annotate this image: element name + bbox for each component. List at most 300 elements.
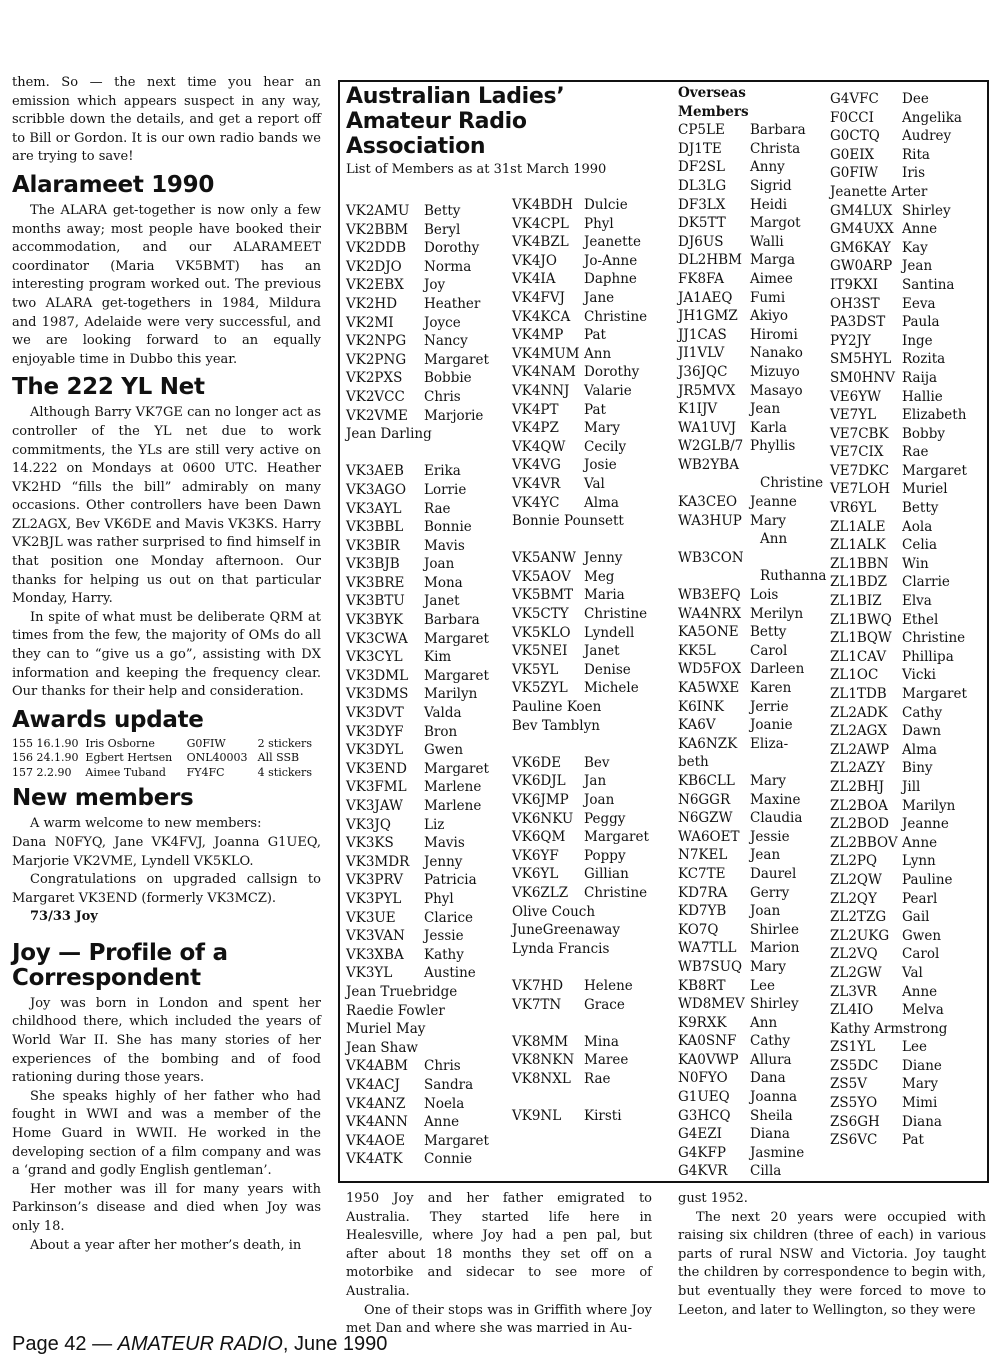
member-callsign: G3HCQ bbox=[678, 1107, 731, 1124]
member-entry bbox=[678, 289, 828, 308]
member-callsign: GM4LUX bbox=[830, 202, 893, 219]
member-name: Bev bbox=[584, 754, 610, 771]
member-entry bbox=[678, 660, 828, 679]
member-name: Inge bbox=[902, 332, 933, 349]
table-row: 157 2.2.90 Aimee Tuband FY4FC 4 stickers bbox=[12, 765, 312, 779]
member-callsign: DJ1TE bbox=[678, 140, 722, 157]
member-callsign: SM5HYL bbox=[830, 351, 892, 368]
member-entry bbox=[512, 270, 672, 289]
yl-net-paragraph-1: Although Barry VK7GE can no longer act as controller of the YL net due to work commitments, the YLs are still very active on 14.222 on Mondays at 0600 UTC. Heather VK2HD “fills the bill” admirably on many occasions. Other controllers have been Dawn ZL2AGX, Bev VK6DE and Mavis VK3KS. Harry VK2BJL was rather surprised to find himself in that position one Monday afternoon. Our thanks for helping us out on that particular Monday, Harry. bbox=[12, 405, 321, 607]
member-callsign: G0EIX bbox=[830, 146, 875, 163]
members-column-4 bbox=[830, 90, 986, 1150]
member-entry bbox=[678, 121, 828, 140]
member-entry bbox=[346, 611, 506, 630]
member-callsign: VK2BBM bbox=[346, 221, 409, 238]
member-entry bbox=[830, 834, 986, 853]
member-name: Margaret bbox=[902, 462, 967, 479]
member-entry bbox=[830, 555, 986, 574]
member-name: Jeanette Arter bbox=[830, 183, 928, 200]
member-name: Ruthanna bbox=[760, 568, 827, 585]
member-name: Betty bbox=[424, 203, 461, 219]
member-callsign: VK5BMT bbox=[512, 587, 574, 604]
member-name: Kirsti bbox=[584, 1108, 622, 1125]
member-callsign: OH3ST bbox=[830, 295, 880, 312]
member-name: Marlene bbox=[424, 779, 482, 796]
member-entry bbox=[346, 369, 506, 388]
member-entry bbox=[678, 828, 828, 847]
member-entry bbox=[346, 983, 506, 1002]
profile-paragraph-2: She speaks highly of her father who had fought in WWI and was a member of the Home Guard in WWII. He worked in the developing section of a film company and was a ‘grand and godly English gentleman’. bbox=[12, 1088, 321, 1179]
member-entry bbox=[346, 351, 506, 370]
member-entry bbox=[512, 884, 672, 903]
member-name: Joan bbox=[750, 903, 781, 920]
member-entry bbox=[678, 549, 828, 568]
member-name: Bobbie bbox=[424, 370, 472, 387]
member-callsign: ZL2AWP bbox=[830, 741, 890, 758]
member-callsign: WB3EFQ bbox=[678, 587, 741, 604]
member-name: Phyl bbox=[424, 890, 454, 907]
bottom-right-column bbox=[678, 1190, 986, 1320]
member-name: Akiyo bbox=[750, 308, 789, 325]
member-entry bbox=[678, 567, 828, 586]
member-entry bbox=[678, 753, 828, 772]
member-name: Jo-Anne bbox=[584, 252, 638, 269]
member-entry bbox=[678, 809, 828, 828]
member-entry bbox=[512, 921, 672, 940]
member-name: Dana bbox=[750, 1070, 786, 1087]
member-entry bbox=[678, 437, 828, 456]
member-name: Maria bbox=[584, 587, 625, 604]
member-entry bbox=[678, 474, 828, 493]
member-entry bbox=[512, 1070, 672, 1089]
member-entry bbox=[678, 196, 828, 215]
member-name: Diana bbox=[902, 1113, 942, 1130]
member-callsign: ZL2VQ bbox=[830, 946, 878, 963]
member-entry bbox=[678, 1014, 828, 1033]
member-entry bbox=[830, 1001, 986, 1020]
member-callsign: KA0SNF bbox=[678, 1033, 737, 1050]
member-name: Mizuyo bbox=[750, 363, 800, 380]
member-callsign: G4EZI bbox=[678, 1126, 722, 1143]
member-name: Marjorie bbox=[424, 407, 484, 424]
member-callsign: VK3AYL bbox=[346, 500, 402, 517]
member-entry bbox=[830, 1020, 986, 1039]
member-name: Noela bbox=[424, 1095, 465, 1112]
member-entry bbox=[678, 642, 828, 661]
member-callsign: KO7Q bbox=[678, 921, 719, 938]
member-name: Marilyn bbox=[902, 797, 956, 814]
member-callsign: K1IJV bbox=[678, 401, 718, 418]
member-name: Margot bbox=[750, 215, 801, 232]
member-callsign: VK6DE bbox=[512, 754, 562, 771]
member-entry bbox=[678, 623, 828, 642]
member-entry bbox=[830, 480, 986, 499]
member-callsign: ZL2BOA bbox=[830, 797, 888, 814]
member-name: Bonnie bbox=[424, 519, 472, 536]
member-callsign: ZL2BOD bbox=[830, 816, 889, 833]
member-callsign: ZL1TDB bbox=[830, 686, 887, 702]
member-entry bbox=[346, 574, 506, 593]
member-callsign: ZL2AZY bbox=[830, 760, 885, 777]
member-name: Aola bbox=[902, 518, 933, 535]
member-callsign: KA5ONE bbox=[678, 624, 739, 641]
member-callsign: VK3DYL bbox=[346, 742, 404, 759]
member-entry bbox=[346, 314, 506, 333]
member-entry bbox=[346, 927, 506, 946]
member-callsign: VK3BYK bbox=[346, 612, 404, 629]
member-callsign: VK2VME bbox=[346, 407, 408, 424]
member-callsign: KB6CLL bbox=[678, 772, 735, 789]
member-name: Anne bbox=[902, 221, 938, 238]
member-name: Diane bbox=[902, 1057, 942, 1074]
member-name: Gail bbox=[902, 909, 930, 926]
member-entry bbox=[678, 846, 828, 865]
member-callsign: VK3VAN bbox=[346, 928, 405, 945]
member-entry bbox=[830, 1038, 986, 1057]
member-name: Cecily bbox=[584, 438, 627, 455]
member-name: Jeanne bbox=[902, 816, 949, 833]
member-name: Win bbox=[902, 555, 929, 572]
member-callsign: VK3MDR bbox=[346, 853, 410, 870]
member-name: Mary bbox=[584, 420, 620, 437]
member-callsign: DF2SL bbox=[678, 159, 725, 176]
member-callsign: VE7YL bbox=[830, 407, 877, 424]
profile-paragraph-1: Joy was born in London and spent her childhood there, which included the years of World War II. She has many stories of her experiences of the bombing and of food rationing during those years. bbox=[12, 995, 321, 1086]
table-row: 155 16.1.90 Iris Osborne G0FIW 2 stickers bbox=[12, 736, 312, 750]
member-callsign: W2GLB/7 bbox=[678, 438, 744, 455]
member-name: Masayo bbox=[750, 382, 803, 399]
yl-net-paragraph-2: In spite of what must be deliberate QRM at times from the few, the majority of OMs do all they can to “give us a go”, assisting with DX information and keeping the frequency clear. Our thanks for their help and consideration. bbox=[12, 609, 321, 700]
member-callsign: VK4NAM bbox=[512, 364, 576, 381]
member-entry bbox=[346, 425, 506, 444]
member-entry bbox=[678, 679, 828, 698]
member-name: Jean bbox=[750, 847, 781, 864]
member-callsign: DJ6US bbox=[678, 233, 724, 250]
member-entry bbox=[346, 760, 506, 779]
member-name: Meg bbox=[584, 568, 615, 585]
profile-heading: Joy — Profile of a Correspondent bbox=[12, 939, 228, 991]
member-callsign: VK2HD bbox=[346, 295, 398, 312]
member-name: Margaret bbox=[424, 667, 489, 684]
member-name: Poppy bbox=[584, 847, 626, 864]
member-callsign: ZL1BQW bbox=[830, 630, 892, 647]
member-entry bbox=[346, 1113, 506, 1132]
member-entry bbox=[678, 1088, 828, 1107]
member-callsign: VK8MM bbox=[512, 1033, 569, 1050]
member-entry bbox=[678, 344, 828, 363]
member-callsign: WA6OET bbox=[678, 828, 740, 845]
member-name: Valda bbox=[424, 705, 462, 722]
member-callsign: ZL2BHJ bbox=[830, 778, 885, 795]
member-callsign: VK3BRE bbox=[346, 574, 405, 591]
member-callsign: VK2EBX bbox=[346, 277, 404, 294]
member-name: Clarrie bbox=[902, 574, 950, 591]
member-name: Shirlee bbox=[750, 921, 800, 938]
member-callsign: VK3DVT bbox=[346, 705, 404, 722]
member-name: Peggy bbox=[584, 810, 626, 827]
member-name: Karen bbox=[750, 680, 792, 696]
member-callsign: VK3JAW bbox=[346, 798, 403, 814]
member-entry bbox=[678, 772, 828, 791]
member-name: Margaret bbox=[584, 829, 649, 846]
member-entry bbox=[512, 419, 672, 438]
member-callsign: VK4ACJ bbox=[346, 1076, 400, 1093]
member-entry bbox=[512, 401, 672, 420]
member-name: Mina bbox=[584, 1033, 619, 1050]
member-callsign: VK4QW bbox=[512, 438, 566, 455]
member-name: Ann bbox=[760, 531, 788, 548]
member-callsign: VK2PXS bbox=[346, 370, 403, 387]
member-callsign: ZL2GW bbox=[830, 964, 882, 981]
member-callsign: VK3KS bbox=[346, 835, 394, 852]
box-title: Australian Ladies’ Amateur Radio Association bbox=[346, 84, 565, 159]
member-name: Kathy bbox=[424, 946, 464, 963]
member-entry bbox=[346, 1095, 506, 1114]
member-entry bbox=[512, 1051, 672, 1070]
member-entry bbox=[830, 425, 986, 444]
member-callsign: JA1AEQ bbox=[678, 289, 733, 306]
member-entry bbox=[346, 834, 506, 853]
member-entry bbox=[512, 233, 672, 252]
member-entry bbox=[512, 810, 672, 829]
member-callsign: VK7TN bbox=[512, 996, 562, 1013]
member-name: Jasmine bbox=[750, 1144, 805, 1161]
member-callsign: G1UEQ bbox=[678, 1089, 730, 1106]
member-name: Gillian bbox=[584, 866, 629, 883]
member-entry bbox=[678, 995, 828, 1014]
member-callsign: VK5KLO bbox=[512, 624, 571, 641]
member-name: Sigrid bbox=[750, 177, 792, 194]
member-callsign: PY2JY bbox=[830, 332, 871, 349]
member-entry bbox=[678, 958, 828, 977]
member-entry bbox=[512, 363, 672, 382]
member-callsign: ZL1BBN bbox=[830, 555, 889, 572]
member-name: Biny bbox=[902, 760, 933, 777]
member-callsign: N6GGR bbox=[678, 791, 731, 808]
member-entry bbox=[830, 499, 986, 518]
member-name: Margaret bbox=[424, 760, 489, 777]
member-entry bbox=[346, 276, 506, 295]
member-callsign: VK3JQ bbox=[346, 816, 391, 833]
member-name: Heather bbox=[424, 295, 481, 312]
member-callsign: VK4VG bbox=[512, 457, 561, 474]
member-name: Shirley bbox=[902, 202, 951, 219]
alarameet-text: The ALARA get-together is now only a few months away; most people have booked their accommodation, and our ALARAMEET coordinator (Maria VK5BMT) has an interesting program worked out. The previous two ALARA get-togethers in 1984, Mildura and 1987, Adelaide were very successful, and we are looking forward to an equally enjoyable time in Dubbo this year. bbox=[12, 202, 321, 367]
member-entry bbox=[830, 1075, 986, 1094]
member-entry bbox=[512, 791, 672, 810]
member-entry bbox=[830, 704, 986, 723]
member-entry bbox=[346, 816, 506, 835]
member-entry bbox=[346, 890, 506, 909]
member-callsign: VK4YC bbox=[512, 494, 560, 511]
member-callsign: ZL2UKG bbox=[830, 927, 890, 944]
member-entry bbox=[830, 927, 986, 946]
member-name: Diana bbox=[750, 1126, 790, 1143]
member-entry bbox=[678, 1032, 828, 1051]
member-entry bbox=[830, 332, 986, 351]
alarameet-heading: Alarameet 1990 bbox=[12, 171, 215, 198]
member-entry bbox=[346, 871, 506, 890]
member-name: Rozita bbox=[902, 351, 946, 368]
member-callsign: KA5WXE bbox=[678, 680, 740, 696]
member-callsign: VK2VCC bbox=[346, 388, 405, 405]
member-name: Jill bbox=[902, 778, 921, 795]
member-callsign: VE7CIX bbox=[830, 444, 884, 461]
member-callsign: VK6ZLZ bbox=[512, 884, 569, 901]
member-name: Raedie Fowler bbox=[346, 1002, 445, 1019]
member-entry bbox=[830, 666, 986, 685]
member-callsign: ZL1BDZ bbox=[830, 574, 888, 591]
member-entry bbox=[346, 741, 506, 760]
member-name: Jessie bbox=[424, 928, 464, 945]
member-name: Marilyn bbox=[424, 686, 478, 703]
member-callsign: G4VFC bbox=[830, 91, 879, 107]
member-entry bbox=[346, 1132, 506, 1151]
member-name: Dorothy bbox=[584, 364, 640, 381]
member-callsign: VK4ABM bbox=[346, 1058, 408, 1075]
member-callsign: N7KEL bbox=[678, 847, 728, 864]
member-entry bbox=[346, 909, 506, 928]
member-callsign: ZL1ALK bbox=[830, 537, 886, 554]
member-entry bbox=[830, 350, 986, 369]
member-name: beth bbox=[678, 754, 709, 771]
member-entry bbox=[678, 977, 828, 996]
member-entry bbox=[830, 1057, 986, 1076]
member-entry bbox=[830, 183, 986, 202]
profile-paragraph-3: Her mother was ill for many years with Parkinson’s disease and died when Joy was only 18. bbox=[12, 1181, 321, 1234]
member-entry bbox=[346, 1057, 506, 1076]
member-entry bbox=[830, 369, 986, 388]
member-name: Betty bbox=[750, 624, 787, 641]
member-entry bbox=[678, 921, 828, 940]
member-callsign: WB7SUQ bbox=[678, 958, 743, 975]
member-callsign: ZL1BWQ bbox=[830, 611, 892, 628]
member-entry bbox=[678, 530, 828, 549]
member-callsign: VK3END bbox=[346, 760, 407, 777]
member-callsign: VK5NEI bbox=[512, 643, 568, 660]
member-name: Nanako bbox=[750, 345, 803, 362]
member-entry bbox=[678, 735, 828, 754]
member-callsign: VK9NL bbox=[512, 1108, 562, 1125]
member-name: Christine bbox=[584, 884, 648, 901]
member-entry bbox=[830, 741, 986, 760]
member-entry bbox=[678, 1051, 828, 1070]
member-entry bbox=[830, 164, 986, 183]
member-name: JuneGreenaway bbox=[512, 922, 620, 939]
member-callsign: PA3DST bbox=[830, 314, 886, 331]
member-name: Liz bbox=[424, 816, 445, 833]
member-name: Mimi bbox=[902, 1095, 938, 1112]
member-entry bbox=[830, 685, 986, 704]
member-name: Kay bbox=[902, 239, 928, 256]
member-callsign: WA3HUP bbox=[678, 512, 742, 529]
member-entry bbox=[512, 345, 672, 364]
member-entry bbox=[346, 202, 506, 221]
member-entry bbox=[830, 462, 986, 481]
member-entry bbox=[678, 1069, 828, 1088]
box-subtitle: List of Members as at 31st March 1990 bbox=[346, 162, 607, 177]
member-callsign: VK4PZ bbox=[512, 420, 559, 437]
member-name: Mavis bbox=[424, 835, 465, 852]
member-callsign: G4KFP bbox=[678, 1144, 726, 1161]
member-callsign: VK2AMU bbox=[346, 203, 410, 219]
new-members-heading: New members bbox=[12, 785, 194, 812]
member-callsign: ZS5V bbox=[830, 1076, 867, 1093]
member-entry bbox=[512, 196, 672, 215]
member-entry bbox=[346, 537, 506, 556]
member-callsign: ZL3VR bbox=[830, 983, 877, 1000]
member-callsign: VK6QM bbox=[512, 829, 566, 846]
member-callsign: VK3PRV bbox=[346, 872, 403, 889]
member-entry bbox=[678, 791, 828, 810]
member-entry bbox=[678, 233, 828, 252]
overseas-heading: Overseas Members bbox=[678, 85, 749, 120]
member-name: Erika bbox=[424, 463, 461, 480]
member-entry bbox=[830, 388, 986, 407]
member-name: Jean Truebridge bbox=[346, 983, 458, 1000]
member-entry bbox=[346, 704, 506, 723]
member-entry bbox=[830, 778, 986, 797]
member-callsign: VK4ANZ bbox=[346, 1095, 406, 1112]
member-entry bbox=[830, 852, 986, 871]
member-name: Rae bbox=[584, 1070, 611, 1087]
member-name: Marion bbox=[750, 940, 800, 957]
member-name: Chris bbox=[424, 388, 461, 405]
member-entry bbox=[512, 475, 672, 494]
member-callsign: VK3BBL bbox=[346, 519, 404, 536]
member-entry bbox=[346, 462, 506, 481]
member-name: Mary bbox=[750, 512, 786, 529]
member-name: Christine bbox=[760, 475, 824, 492]
member-entry bbox=[512, 215, 672, 234]
member-name: Dee bbox=[902, 91, 929, 107]
member-callsign: VK6YL bbox=[512, 866, 559, 883]
member-callsign: DF3LX bbox=[678, 196, 726, 213]
member-name: Bonnie Pounsett bbox=[512, 513, 624, 530]
member-name: Jean bbox=[902, 258, 933, 275]
member-name: Phyllis bbox=[750, 438, 796, 455]
profile-continued-text-2: One of their stops was in Griffith where Joy met Dan and where she was married in Au- bbox=[346, 1302, 652, 1337]
member-callsign: G0FIW bbox=[830, 165, 878, 182]
member-callsign: JJ1CAS bbox=[678, 326, 727, 343]
member-entry bbox=[346, 964, 506, 983]
member-name: Elizabeth bbox=[902, 407, 967, 424]
member-callsign: K6INK bbox=[678, 698, 724, 715]
member-callsign: VK3CYL bbox=[346, 649, 403, 666]
member-name: Pauline bbox=[902, 871, 953, 888]
member-name: Maree bbox=[584, 1052, 629, 1069]
member-callsign: VK6JMP bbox=[512, 792, 569, 808]
member-name: Gerry bbox=[750, 884, 790, 901]
member-callsign: ZL2ADK bbox=[830, 704, 888, 721]
member-callsign: VK2MI bbox=[346, 314, 394, 331]
member-name: Anne bbox=[902, 983, 938, 1000]
member-name: Claudia bbox=[750, 810, 803, 827]
member-name: Janet bbox=[584, 643, 620, 660]
member-name: Ethel bbox=[902, 611, 939, 628]
member-entry bbox=[830, 1131, 986, 1150]
member-callsign: VR6YL bbox=[830, 500, 877, 517]
member-callsign: VK2PNG bbox=[346, 351, 407, 368]
member-name: Connie bbox=[424, 1151, 473, 1168]
member-name: Bev Tamblyn bbox=[512, 717, 600, 734]
member-entry bbox=[512, 549, 672, 568]
member-entry bbox=[830, 573, 986, 592]
member-name: Christine bbox=[902, 630, 966, 647]
member-entry bbox=[512, 661, 672, 680]
member-callsign: VK4PT bbox=[512, 401, 559, 418]
magazine-name: AMATEUR RADIO bbox=[117, 1333, 283, 1355]
